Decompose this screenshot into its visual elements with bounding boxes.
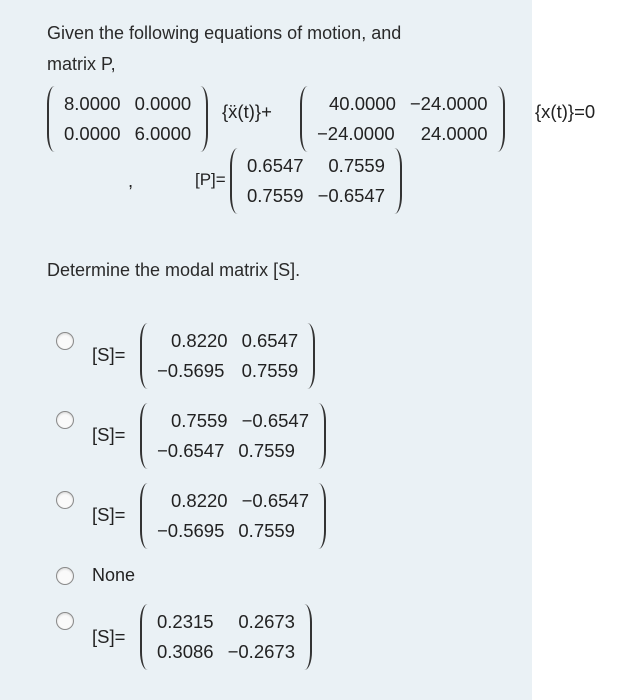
matrix-cell: 40.0000 <box>329 93 396 114</box>
left-paren <box>140 483 155 549</box>
matrix-cell: −0.6547 <box>241 490 309 511</box>
matrix-cell: 0.8220 <box>171 330 228 351</box>
matrix-cell: 0.7559 <box>238 440 295 461</box>
matrix-cell: 0.7559 <box>238 520 295 541</box>
right-paren <box>387 148 402 214</box>
matrix-cell: −0.5695 <box>157 360 225 381</box>
question-text <box>47 18 517 80</box>
right-paren <box>193 86 208 152</box>
matrix-cell: 0.7559 <box>247 185 304 206</box>
option-label: [S]= <box>92 424 126 445</box>
right-paren <box>297 604 312 670</box>
radio-button[interactable] <box>56 491 74 509</box>
matrix-cell: 0.7559 <box>171 410 228 431</box>
radio-button[interactable] <box>56 332 74 350</box>
matrix-cell: −24.0000 <box>317 123 395 144</box>
radio-button[interactable] <box>56 411 74 429</box>
left-paren <box>300 86 315 152</box>
p-label: [P]= <box>195 170 226 189</box>
right-paren <box>311 483 326 549</box>
matrix-cell: 0.6547 <box>241 330 299 351</box>
option-label: [S]= <box>92 626 126 647</box>
question-line-2: matrix P, <box>47 54 116 74</box>
radio-button[interactable] <box>56 612 74 630</box>
matrix-cell: −0.6547 <box>317 185 385 206</box>
option-matrix <box>140 483 326 549</box>
mass-matrix <box>47 86 208 152</box>
displacement-term: {x(t)}=0 <box>535 101 596 122</box>
option-label: [S]= <box>92 344 126 365</box>
matrix-cell: 0.0000 <box>134 93 192 114</box>
acceleration-term: {ẍ(t)}+ <box>222 101 272 122</box>
option-label: None <box>92 565 136 585</box>
left-paren <box>140 403 155 469</box>
option-matrix <box>140 323 315 389</box>
matrix-cell: 0.3086 <box>157 641 214 662</box>
radio-button[interactable] <box>56 567 74 585</box>
matrix-cell: −0.6547 <box>241 410 309 431</box>
matrix-cell: 0.2673 <box>238 611 295 632</box>
matrix-cell: 0.7559 <box>328 155 385 176</box>
right-paren <box>300 323 315 389</box>
left-paren <box>230 148 245 214</box>
option-matrix <box>140 403 326 469</box>
matrix-cell: −24.0000 <box>409 93 488 114</box>
matrix-cell: 0.8220 <box>171 490 228 511</box>
left-paren <box>140 604 155 670</box>
right-paren <box>490 86 505 152</box>
matrix-cell: −0.5695 <box>157 520 225 541</box>
comma-text: , <box>128 170 134 191</box>
matrix-cell: 24.0000 <box>420 123 488 144</box>
matrix-cell: 0.0000 <box>64 123 121 144</box>
question-prompt: Determine the modal matrix [S]. <box>47 260 301 280</box>
left-paren <box>47 86 62 152</box>
option-matrix <box>140 604 312 670</box>
matrix-cell: −0.2673 <box>227 641 295 662</box>
left-paren <box>140 323 155 389</box>
p-matrix <box>230 148 402 214</box>
stiffness-matrix <box>300 86 505 152</box>
question-line-1: Given the following equations of motion, and <box>47 23 402 43</box>
matrix-cell: 8.0000 <box>64 93 121 114</box>
matrix-cell: 0.2315 <box>157 611 214 632</box>
matrix-cell: 0.6547 <box>247 155 304 176</box>
right-paren <box>311 403 326 469</box>
option-label: [S]= <box>92 504 126 525</box>
matrix-cell: 0.7559 <box>241 360 299 381</box>
matrix-cell: 6.0000 <box>134 123 192 144</box>
matrix-cell: −0.6547 <box>157 440 225 461</box>
